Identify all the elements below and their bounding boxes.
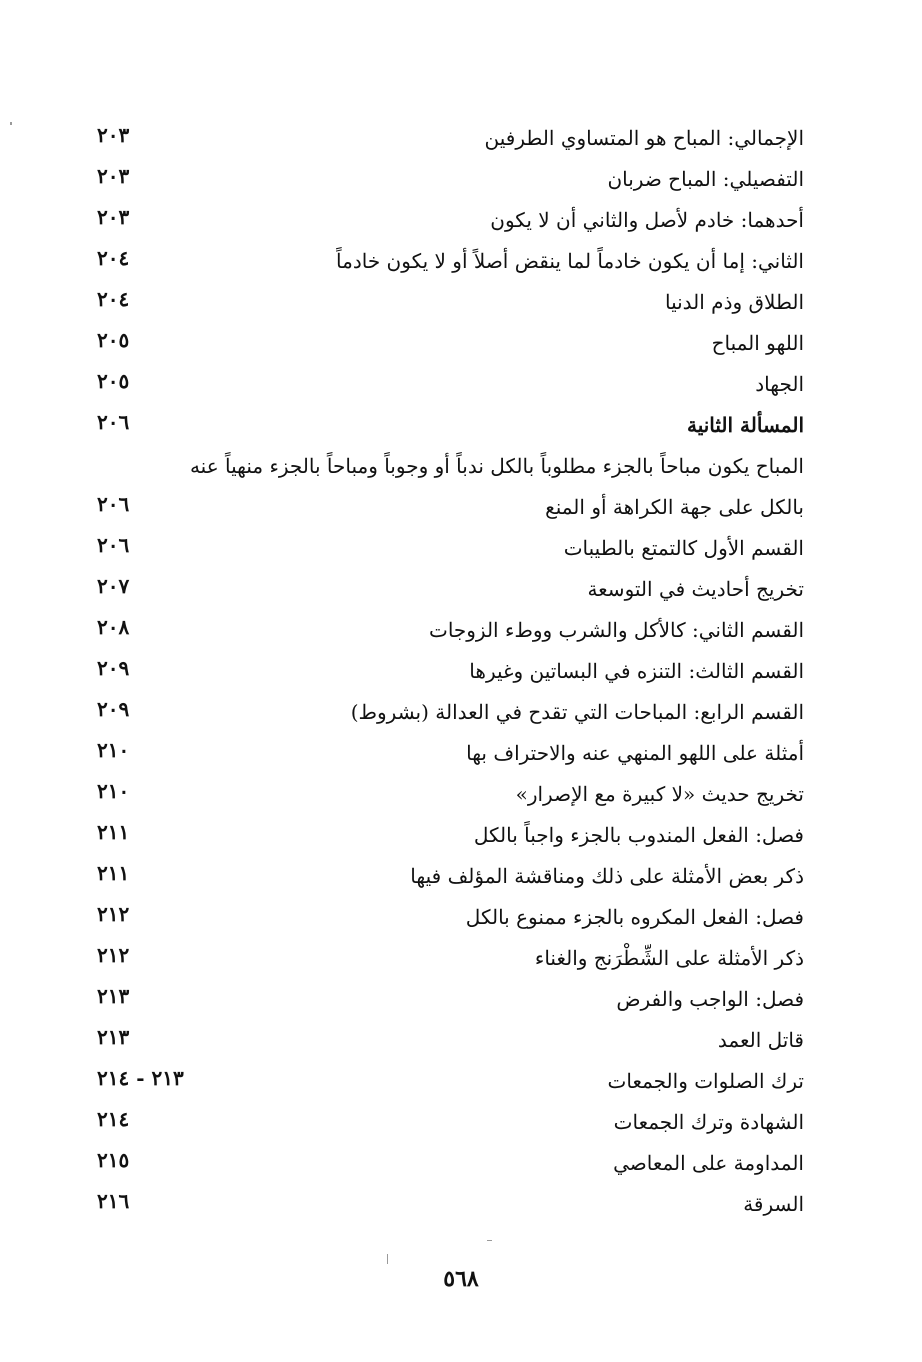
toc-entry-page: ٢٠٨ — [97, 615, 130, 639]
toc-entry — [0, 241, 922, 282]
toc-entry-title: أحدهما: خادم لأصل والثاني أن لا يكون — [490, 208, 804, 232]
toc-entry-page: ٢١٣ — [97, 1025, 130, 1049]
toc-entry-title: تخريج حديث «لا كبيرة مع الإصرار» — [515, 782, 804, 806]
toc-entry-page: ٢١٠ — [97, 779, 130, 803]
toc-entry — [0, 569, 922, 610]
toc-entry — [0, 1020, 922, 1061]
toc-entry-title: اللهو المباح — [711, 331, 804, 355]
toc-entry-page: ٢٠٦ — [97, 492, 130, 516]
toc-entry — [0, 1143, 922, 1184]
toc-entry-title: المداومة على المعاصي — [613, 1151, 804, 1175]
toc-entry-title: ذكر بعض الأمثلة على ذلك ومناقشة المؤلف فيها — [410, 864, 804, 888]
toc-entry — [0, 159, 922, 200]
toc-entry — [0, 1061, 922, 1102]
scan-speck — [387, 1254, 388, 1264]
toc-entry-page: ٢١٥ — [97, 1148, 130, 1172]
toc-entry-title: السرقة — [743, 1192, 804, 1216]
toc-entry-page: ٢٠٣ — [97, 205, 130, 229]
toc-entry-page: ٢١٣ - ٢١٤ — [97, 1066, 184, 1090]
toc-entry-title: القسم الرابع: المباحات التي تقدح في العدالة (بشروط) — [350, 700, 804, 724]
toc-entry — [0, 282, 922, 323]
toc-entry-title: القسم الثاني: كالأكل والشرب ووطء الزوجات — [428, 618, 804, 642]
toc-entry — [0, 405, 922, 446]
toc-entry — [0, 323, 922, 364]
toc-entry-title: أمثلة على اللهو المنهي عنه والاحتراف بها — [466, 741, 804, 765]
toc-entry — [0, 815, 922, 856]
toc-entry-title: التفصيلي: المباح ضربان — [607, 167, 804, 191]
toc-entry-page: ٢١١ — [97, 861, 130, 885]
toc-entry-page: ٢٠٦ — [97, 410, 130, 434]
toc-entry — [0, 979, 922, 1020]
toc-entry — [0, 856, 922, 897]
toc-entry-title: فصل: الفعل المندوب بالجزء واجباً بالكل — [473, 823, 804, 847]
toc-entry — [0, 1184, 922, 1225]
scan-speck — [10, 122, 12, 125]
toc-entry-title: الشهادة وترك الجمعات — [613, 1110, 804, 1134]
toc-entry-page: ٢١٢ — [97, 943, 130, 967]
toc-entry-page: ٢٠٧ — [97, 574, 130, 598]
toc-entry — [0, 651, 922, 692]
toc-entry-title: القسم الثالث: التنزه في البساتين وغيرها — [469, 659, 804, 683]
toc-entry — [0, 774, 922, 815]
toc-entry-page: ٢١٤ — [97, 1107, 130, 1131]
toc-entry-page: ٢٠٦ — [97, 533, 130, 557]
toc-entry-title: فصل: الواجب والفرض — [616, 987, 804, 1011]
toc-entry — [0, 200, 922, 241]
toc-entry-page: ٢١٦ — [97, 1189, 130, 1213]
toc-entry — [0, 487, 922, 528]
toc-entry-page: ٢٠٩ — [97, 697, 130, 721]
toc-entry — [0, 528, 922, 569]
toc-entry — [0, 733, 922, 774]
toc-entry-title: القسم الأول كالتمتع بالطيبات — [563, 536, 804, 560]
toc-entry-page: ٢١٣ — [97, 984, 130, 1008]
table-of-contents — [0, 118, 922, 1225]
toc-entry-page: ٢١١ — [97, 820, 130, 844]
toc-entry — [0, 364, 922, 405]
section-heading: المسألة الثانية — [686, 413, 804, 437]
toc-entry — [0, 897, 922, 938]
toc-entry-title: فصل: الفعل المكروه بالجزء ممنوع بالكل — [465, 905, 804, 929]
toc-entry-title: تخريج أحاديث في التوسعة — [587, 577, 804, 601]
toc-entry-title: بالكل على جهة الكراهة أو المنع — [545, 495, 804, 519]
toc-entry-page: ٢٠٤ — [97, 246, 130, 270]
toc-entry-title: الإجمالي: المباح هو المتساوي الطرفين — [484, 126, 804, 150]
toc-entry-title: الطلاق وذم الدنيا — [664, 290, 804, 314]
page-number: ٥٦٨ — [443, 1266, 479, 1292]
toc-entry-page: ٢٠٣ — [97, 164, 130, 188]
toc-entry-title: ذكر الأمثلة على الشِّطْرَنج والغناء — [534, 946, 804, 970]
toc-entry-page: ٢٠٥ — [97, 369, 130, 393]
toc-entry-title: ترك الصلوات والجمعات — [607, 1069, 804, 1093]
toc-entry-title: الجهاد — [755, 372, 804, 396]
toc-entry-title: قاتل العمد — [717, 1028, 804, 1052]
toc-entry — [0, 118, 922, 159]
toc-entry-page: ٢٠٥ — [97, 328, 130, 352]
toc-entry-title: الثاني: إما أن يكون خادماً لما ينقض أصلاً أو لا يكون خادماً — [336, 249, 804, 273]
toc-entry — [0, 1102, 922, 1143]
toc-entry — [0, 446, 922, 487]
toc-entry-title: المباح يكون مباحاً بالجزء مطلوباً بالكل ندباً أو وجوباً ومباحاً بالجزء منهياً عنه — [189, 454, 804, 478]
toc-entry-page: ٢٠٣ — [97, 123, 130, 147]
toc-entry-page: ٢٠٩ — [97, 656, 130, 680]
toc-entry — [0, 938, 922, 979]
toc-entry-page: ٢١٢ — [97, 902, 130, 926]
scan-speck — [487, 1240, 492, 1241]
toc-entry-page: ٢١٠ — [97, 738, 130, 762]
toc-entry — [0, 610, 922, 651]
toc-entry — [0, 692, 922, 733]
toc-entry-page: ٢٠٤ — [97, 287, 130, 311]
